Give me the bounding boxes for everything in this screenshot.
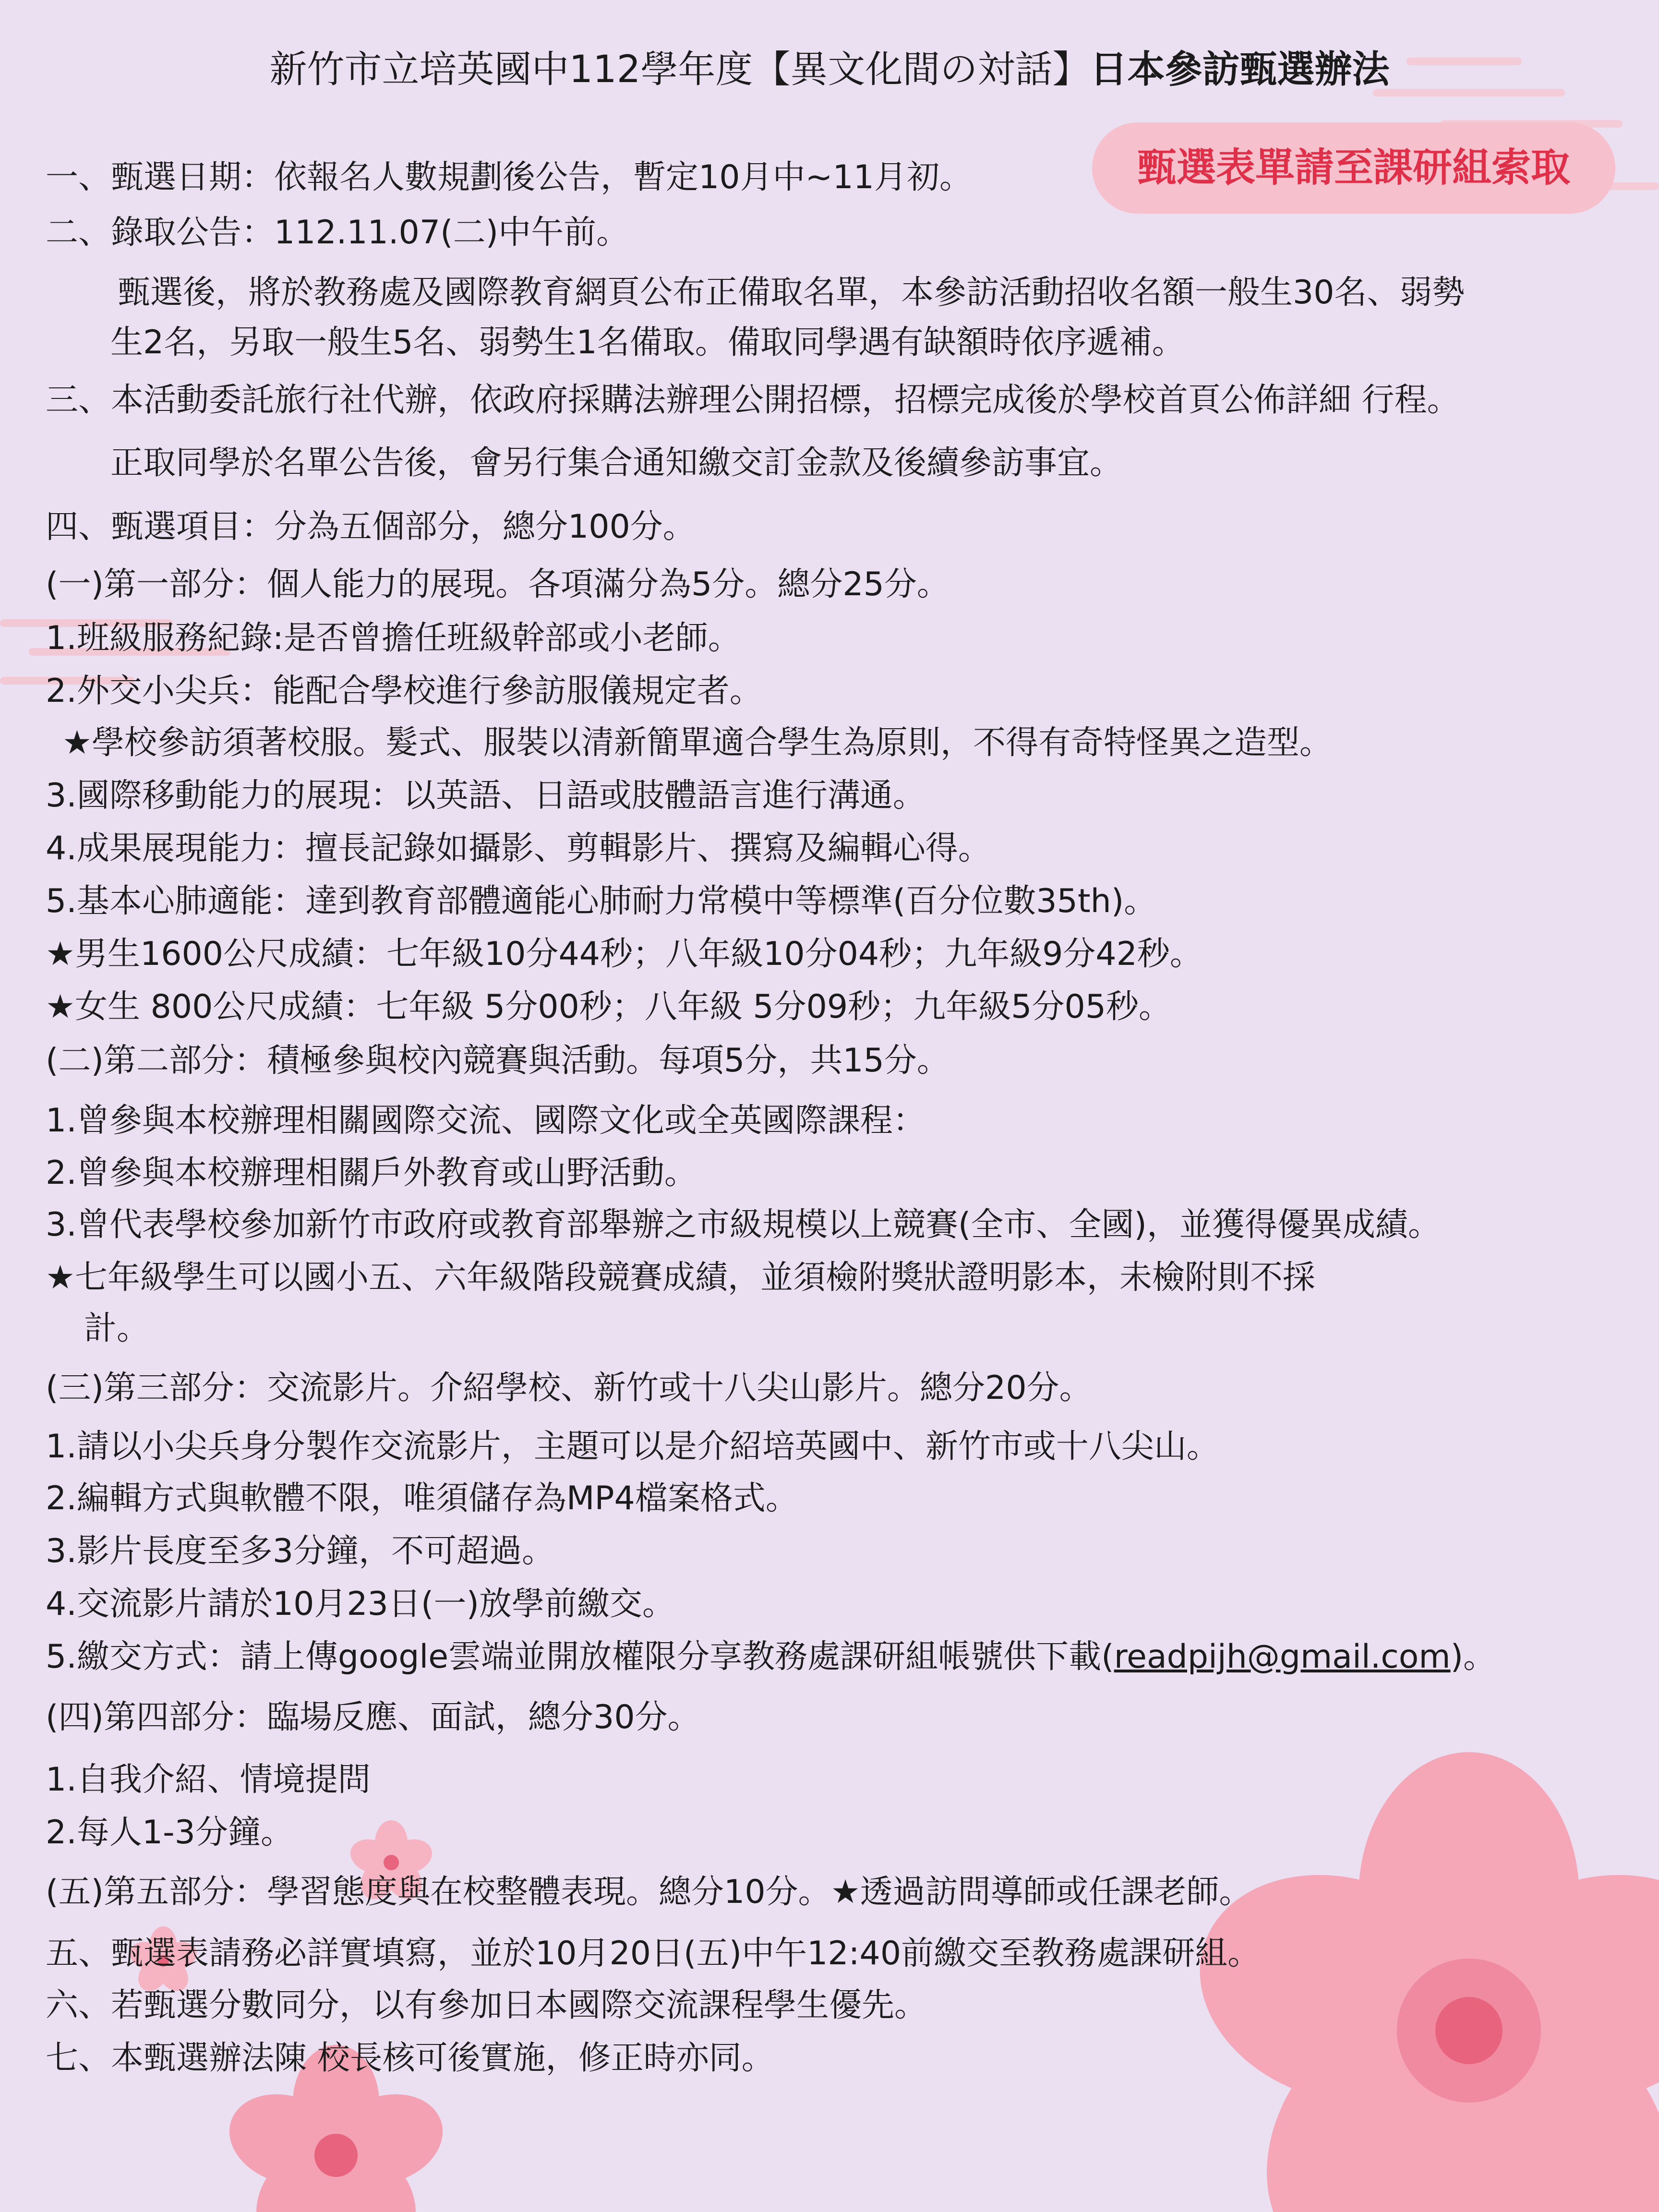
list-item: 5.基本心肺適能：達到教育部體適能心肺耐力常模中等標準(百分位數35th)。 (46, 882, 1157, 920)
note-item: ★七年級學生可以國小五、六年級階段競賽成績，並須檢附獎狀證明影本，未檢附則不採 (46, 1259, 1315, 1297)
note-item: ★女生 800公尺成績：七年級 5分00秒；八年級 5分09秒；九年級5分05秒。 (46, 988, 1171, 1026)
section-2-detail: 生2名，另取一般生5名、弱勢生1名備取。備取同學遇有缺額時依序遞補。 (110, 324, 1185, 361)
list-item: 2.外交小尖兵：能配合學校進行參訪服儀規定者。 (46, 672, 762, 710)
section-5: 五、甄選表請務必詳實填寫，並於10月20日(五)中午12:40前繳交至教務處課研組。 (46, 1935, 1261, 1972)
email-link[interactable]: readpijh@gmail.com (1114, 1638, 1451, 1676)
list-item: 4.交流影片請於10月23日(一)放學前繳交。 (46, 1585, 675, 1623)
list-item (46, 1634, 1496, 1680)
list-item: 1.曾參與本校辦理相關國際交流、國際文化或全英國際課程： (46, 1102, 926, 1140)
part-3-heading: (三)第三部分：交流影片。介紹學校、新竹或十八尖山影片。總分20分。 (46, 1369, 1092, 1407)
part-5-heading: (五)第五部分：學習態度與在校整體表現。總分10分。★透過訪問導師或任課老師。 (46, 1873, 1252, 1911)
part-1-heading: (一)第一部分：個人能力的展現。各項滿分為5分。總分25分。 (46, 565, 950, 603)
list-item: 1.請以小尖兵身分製作交流影片，主題可以是介紹培英國中、新竹市或十八尖山。 (46, 1428, 1219, 1466)
page-title (0, 43, 1659, 96)
part-2-heading: (二)第二部分：積極參與校內競賽與活動。每項5分，共15分。 (46, 1042, 950, 1080)
note-item-continued: 計。 (84, 1310, 150, 1347)
section-4: 四、甄選項目：分為五個部分，總分100分。 (46, 508, 696, 546)
part-4-heading: (四)第四部分：臨場反應、面試，總分30分。 (46, 1698, 700, 1736)
list-item-text: 5.繳交方式：請上傳google雲端並開放權限分享教務處課研組帳號供下載( (46, 1638, 1114, 1676)
note-item: ★學校參訪須著校服。髮式、服裝以清新簡單適合學生為原則，不得有奇特怪異之造型。 (62, 724, 1332, 762)
list-item: 2.編輯方式與軟體不限，唯須儲存為MP4檔案格式。 (46, 1479, 798, 1517)
list-item: 1.自我介紹、情境提問 (46, 1761, 371, 1799)
section-1: 一、甄選日期：依報名人數規劃後公告，暫定10月中~11月初。 (46, 158, 973, 196)
section-3: 三、本活動委託旅行社代辦，依政府採購法辦理公開招標，招標完成後於學校首頁公佈詳細 行程。 (46, 381, 1460, 419)
section-2: 二、錄取公告：112.11.07(二)中午前。 (46, 214, 629, 252)
list-item: 1.班級服務紀錄:是否曾擔任班級幹部或小老師。 (46, 619, 741, 657)
cherry-blossom-large-icon (1170, 1752, 1659, 2212)
list-item: 2.曾參與本校辦理相關戶外教育或山野活動。 (46, 1154, 697, 1192)
list-item: 3.國際移動能力的展現：以英語、日語或肢體語言進行溝通。 (46, 777, 926, 815)
list-item: 3.影片長度至多3分鐘，不可超過。 (46, 1532, 555, 1570)
note-item: ★男生1600公尺成績：七年級10分44秒；八年級10分04秒；九年級9分42秒。 (46, 935, 1202, 973)
section-6: 六、若甄選分數同分，以有參加日本國際交流課程學生優先。 (46, 1986, 927, 2024)
title-bold: 日本參訪甄選辦法 (1090, 48, 1390, 91)
list-item: 4.成果展現能力：擅長記錄如攝影、剪輯影片、撰寫及編輯心得。 (46, 830, 991, 867)
list-item: 2.每人1-3分鐘。 (46, 1814, 293, 1851)
list-item-text: )。 (1450, 1638, 1496, 1676)
title-plain: 新竹市立培英國中112學年度【異文化間の対話】 (269, 48, 1090, 91)
section-2-detail: 甄選後，將於教務處及國際教育網頁公布正備取名單，本參訪活動招收名額一般生30名、弱勢 (118, 274, 1465, 312)
list-item: 3.曾代表學校參加新竹市政府或教育部舉辦之市級規模以上競賽(全市、全國)，並獲得優異成績。 (46, 1206, 1441, 1244)
form-request-badge: 甄選表單請至課研組索取 (1092, 122, 1615, 214)
section-7: 七、本甄選辦法陳 校長核可後實施，修正時亦同。 (46, 2039, 774, 2077)
section-3-detail: 正取同學於名單公告後，會另行集合通知繳交訂金款及後續參訪事宜。 (110, 444, 1123, 482)
